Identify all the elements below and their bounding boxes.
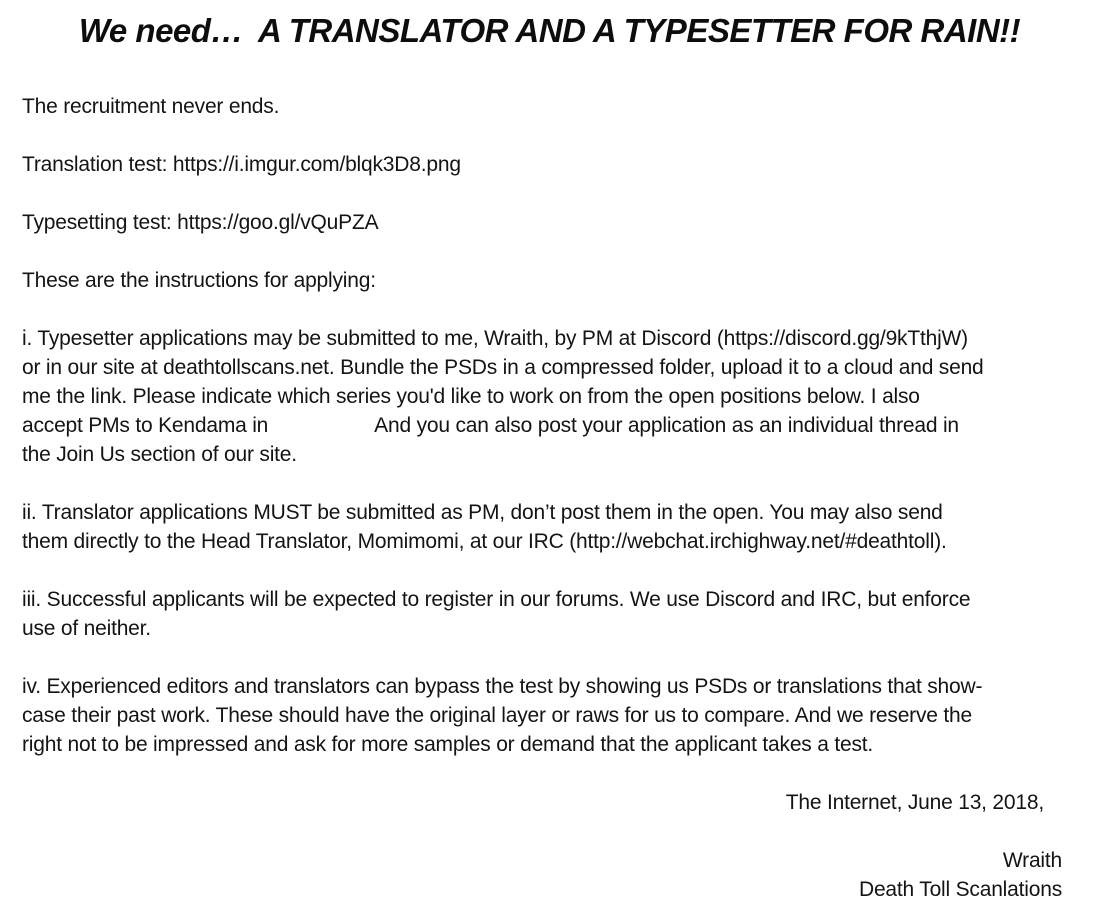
instruction-i-line-5: the Join Us section of our site. bbox=[22, 443, 297, 466]
instruction-iii-line-2: use of neither. bbox=[22, 617, 151, 640]
instruction-ii-line-1: ii. Translator applications MUST be submitted as PM, don’t post them in the open. You may also send bbox=[22, 501, 943, 524]
instruction-item-i bbox=[22, 324, 1077, 469]
instruction-i-line-4-after-gap: And you can also post your application as an individual thread in bbox=[374, 414, 959, 437]
instruction-i-line-4 bbox=[22, 411, 1077, 440]
group-name: Death Toll Scanlations bbox=[858, 878, 1062, 901]
page-title-main: A TRANSLATOR AND A TYPESETTER FOR RAIN!! bbox=[257, 12, 1021, 49]
page-title-lead: We need… bbox=[78, 12, 243, 49]
typesetting-test-line: Typesetting test: https://goo.gl/vQuPZA bbox=[22, 211, 379, 234]
dateline: The Internet, June 13, 2018, bbox=[785, 791, 1044, 814]
signer-name: Wraith bbox=[1002, 849, 1062, 872]
instruction-iv-line-3: right not to be impressed and ask for more samples or demand that the applicant takes a test. bbox=[22, 733, 874, 756]
instruction-i-line-1: i. Typesetter applications may be submitted to me, Wraith, by PM at Discord (https://discord.gg/9kTthjW) bbox=[22, 327, 968, 350]
instruction-item-iv bbox=[22, 672, 1077, 759]
instruction-iv-line-2: case their past work. These should have the original layer or raws for us to compare. And we reserve the bbox=[22, 704, 972, 727]
instruction-i-line-2: or in our site at deathtollscans.net. Bundle the PSDs in a compressed folder, upload it to a cloud and send bbox=[22, 356, 984, 379]
signature-block bbox=[22, 846, 1077, 904]
translation-test-line: Translation test: https://i.imgur.com/blqk3D8.png bbox=[22, 153, 461, 176]
instruction-iv-line-1: iv. Experienced editors and translators can bypass the test by showing us PSDs or translations that show- bbox=[22, 675, 983, 698]
instruction-item-iii bbox=[22, 585, 1077, 643]
tagline: The recruitment never ends. bbox=[22, 95, 280, 118]
page-title bbox=[22, 12, 1077, 50]
instructions-heading: These are the instructions for applying: bbox=[22, 269, 376, 292]
instruction-i-line-3: me the link. Please indicate which series you'd like to work on from the open positions below. I also bbox=[22, 385, 920, 408]
instruction-item-ii bbox=[22, 498, 1077, 556]
instruction-ii-line-2: them directly to the Head Translator, Momimomi, at our IRC (http://webchat.irchighway.net/#deathtoll). bbox=[22, 530, 947, 553]
instruction-i-line-4-before-gap: accept PMs to Kendama in bbox=[22, 414, 269, 437]
instruction-iii-line-1: iii. Successful applicants will be expected to register in our forums. We use Discord and IRC, but enforce bbox=[22, 588, 971, 611]
